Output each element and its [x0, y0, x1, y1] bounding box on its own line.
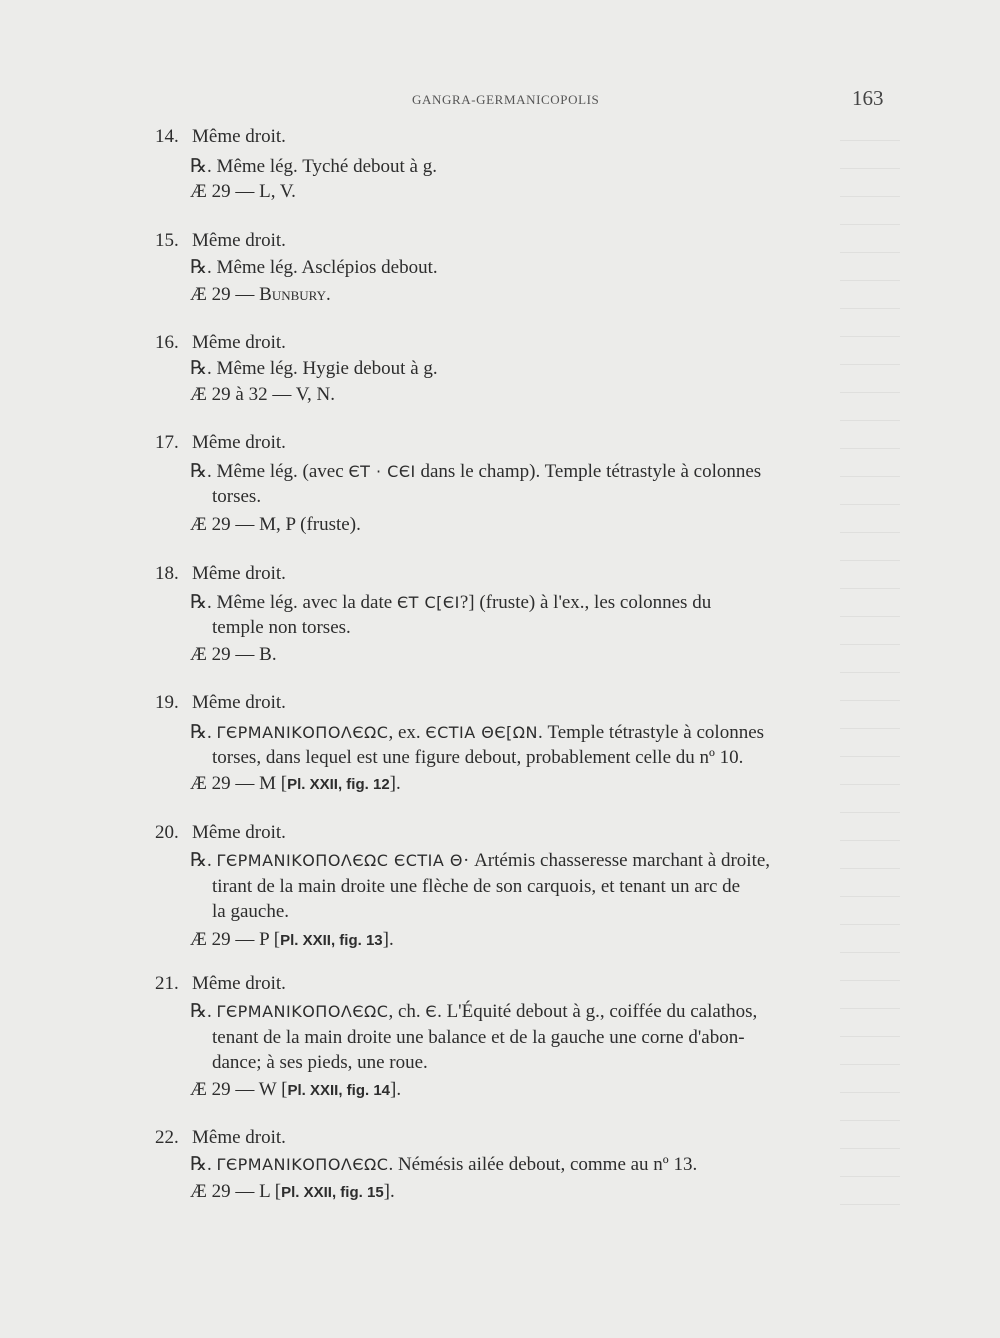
obverse-text: Même droit.: [192, 332, 286, 353]
entry-number: 20.: [155, 822, 179, 843]
reverse-symbol: ℞.: [190, 850, 212, 871]
metal-size-line: Æ 29 à 32 — V, N.: [190, 384, 335, 405]
metal-size: Æ 29 — L [: [190, 1181, 282, 1202]
reverse-text: Même lég. avec la date: [216, 592, 397, 613]
reverse-text: , ex.: [388, 722, 426, 743]
reverse-symbol: ℞.: [190, 1001, 212, 1022]
page-number: 163: [852, 86, 884, 110]
metal-size-line: Æ 29 — L, V.: [190, 181, 296, 202]
plate-reference: Pl. XXII, fig. 14: [287, 1082, 391, 1099]
reverse-continuation-2: dance; à ses pieds, une roue.: [212, 1052, 428, 1073]
reverse-line: [190, 461, 761, 483]
reverse-line: [190, 1001, 757, 1023]
greek-inscription: ЄT C[ЄI: [396, 593, 460, 612]
reverse-line: [190, 257, 438, 279]
page-header: [0, 86, 1000, 116]
greek-field-letter: Є: [425, 1002, 438, 1021]
obverse-text: Même droit.: [192, 563, 286, 584]
reverse-symbol: ℞.: [190, 1154, 212, 1175]
greek-inscription: ΓЄΡΜΑΝΙΚΟΠΟΛЄΩC: [216, 723, 389, 742]
entry-number: 18.: [155, 563, 179, 584]
metal-size: Æ 29 — M [: [190, 773, 288, 794]
running-title: GANGRA-GERMANICOPOLIS: [412, 92, 600, 107]
metal-size: Æ 29 — P [: [190, 929, 281, 950]
obverse-text: Même droit.: [192, 230, 286, 251]
metal-suffix: ].: [390, 1079, 402, 1100]
metal-size-line: Æ 29 — B.: [190, 644, 277, 665]
obverse-text: Même droit.: [192, 692, 286, 713]
greek-inscription: ΓЄΡΜΑΝΙΚΟΠΟΛЄΩC: [216, 1155, 389, 1174]
reverse-text-cont: dans le champ). Temple tétrastyle à colonnes: [415, 461, 762, 482]
reverse-continuation: torses.: [212, 486, 262, 507]
reverse-continuation: torses, dans lequel est une figure debout, probablement celle du nº 10.: [212, 747, 744, 768]
metal-size-line: Æ 29 — M, P (fruste).: [190, 514, 361, 535]
entry-number: 19.: [155, 692, 179, 713]
show-through-text: [840, 120, 900, 1220]
reverse-continuation: temple non torses.: [212, 617, 351, 638]
reverse-text-cont: ?] (fruste) à l'ex., les colonnes du: [459, 592, 712, 613]
reverse-continuation-2: la gauche.: [212, 901, 290, 922]
plate-reference: Pl. XXII, fig. 12: [287, 776, 390, 793]
reverse-line: [190, 722, 764, 744]
reverse-symbol: ℞.: [190, 358, 212, 379]
plate-reference: Pl. XXII, fig. 15: [281, 1184, 384, 1201]
obverse-text: Même droit.: [192, 432, 286, 453]
reverse-text: Même lég. Asclépios debout.: [216, 257, 438, 278]
obverse-text: Même droit.: [192, 126, 286, 147]
metal-size-line: [190, 773, 401, 796]
reverse-symbol: ℞.: [190, 156, 212, 177]
greek-inscription: ЄT · CЄI: [348, 462, 416, 481]
reverse-text-cont: . L'Équité debout à g., coiffée du calathos,: [437, 1001, 758, 1022]
greek-exergue: ЄCΤΙΑ ΘЄ[ΩΝ: [425, 723, 538, 742]
entry-number: 21.: [155, 973, 179, 994]
entry-number: 17.: [155, 432, 179, 453]
greek-inscription: ΓЄΡΜΑΝΙΚΟΠΟΛЄΩC ЄCΤΙΑ Θ: [216, 851, 463, 870]
entry-number: 16.: [155, 332, 179, 353]
reverse-text: Même lég. Hygie debout à g.: [216, 358, 438, 379]
obverse-text: Même droit.: [192, 1127, 286, 1148]
reverse-text: . Némésis ailée debout, comme au nº 13.: [388, 1154, 698, 1175]
metal-size-line: [190, 284, 331, 306]
reverse-continuation: tenant de la main droite une balance et de la gauche une corne d'abon-: [212, 1027, 745, 1048]
reverse-text: Même lég. Tyché debout à g.: [216, 156, 437, 177]
reverse-symbol: ℞.: [190, 592, 212, 613]
collection-source: Bunbury.: [259, 284, 331, 305]
reverse-line: [190, 592, 711, 614]
metal-suffix: ].: [389, 773, 401, 794]
reverse-line: [190, 850, 770, 872]
reverse-continuation: tirant de la main droite une flèche de son carquois, et tenant un arc de: [212, 876, 741, 897]
reverse-symbol: ℞.: [190, 257, 212, 278]
reverse-line: [190, 156, 437, 178]
obverse-text: Même droit.: [192, 822, 286, 843]
metal-size-line: [190, 1181, 395, 1204]
greek-inscription: ΓЄΡΜΑΝΙΚΟΠΟΛЄΩC: [216, 1002, 389, 1021]
reverse-text: Même lég. (avec: [216, 461, 349, 482]
entry-number: 14.: [155, 126, 179, 147]
reverse-line: [190, 1154, 697, 1176]
metal-size: Æ 29 — W [: [190, 1079, 288, 1100]
reverse-line: [190, 358, 438, 380]
entry-number: 15.: [155, 230, 179, 251]
reverse-text: , ch.: [388, 1001, 426, 1022]
reverse-symbol: ℞.: [190, 461, 212, 482]
metal-suffix: ].: [382, 929, 394, 950]
metal-size: Æ 29 —: [190, 284, 260, 305]
metal-size-line: [190, 929, 394, 952]
metal-size-line: [190, 1079, 401, 1102]
reverse-text: · Artémis chasseresse marchant à droite,: [463, 850, 771, 871]
reverse-text-cont: . Temple tétrastyle à colonnes: [537, 722, 765, 743]
reverse-symbol: ℞.: [190, 722, 212, 743]
entry-number: 22.: [155, 1127, 179, 1148]
metal-suffix: ].: [383, 1181, 395, 1202]
obverse-text: Même droit.: [192, 973, 286, 994]
plate-reference: Pl. XXII, fig. 13: [280, 932, 383, 949]
